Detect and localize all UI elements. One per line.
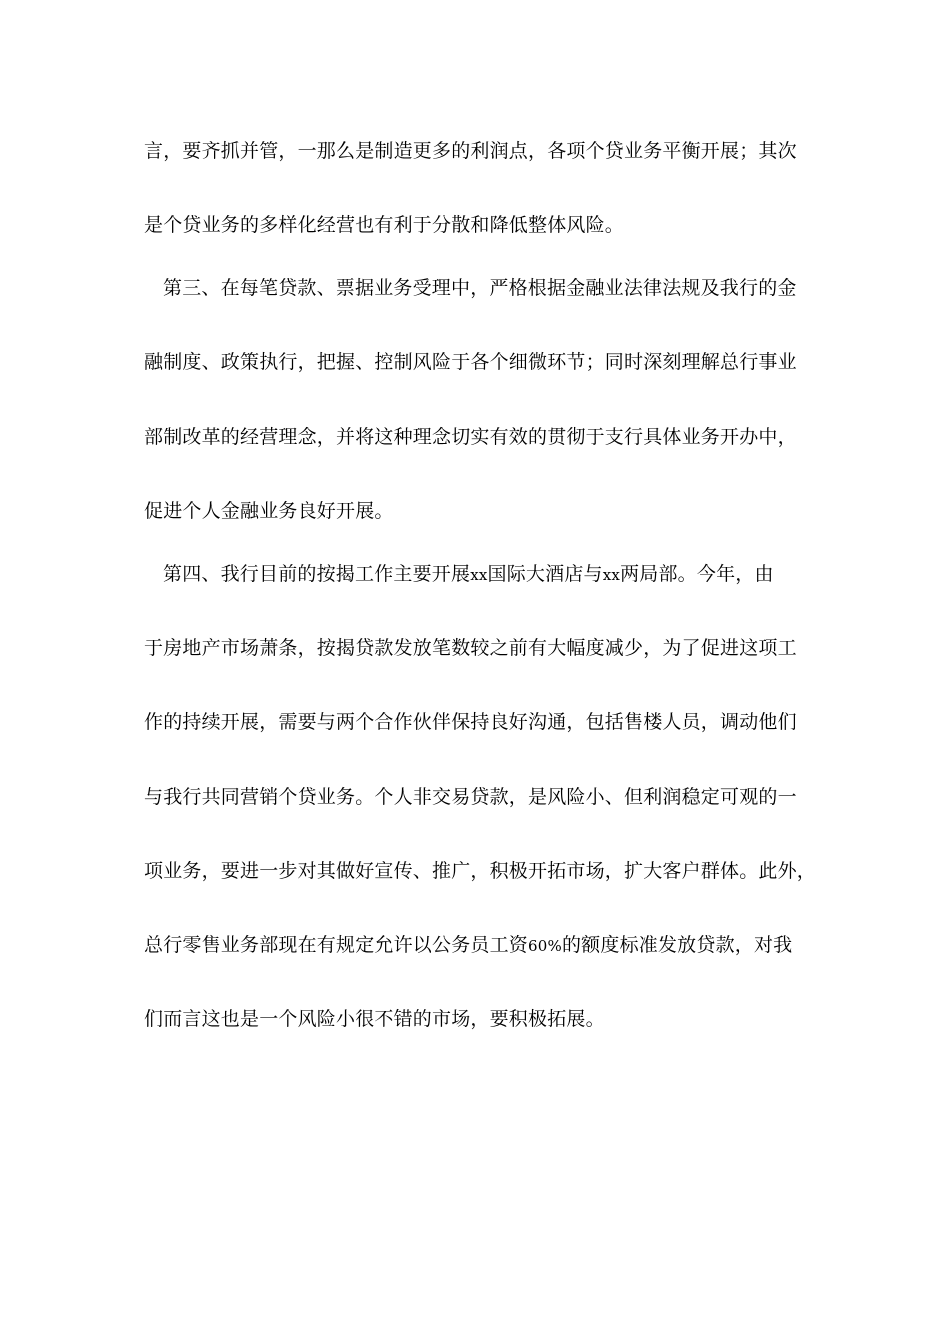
paragraph-line: 促进个人金融业务良好开展。: [144, 500, 394, 522]
paragraph-line: 项业务，要进一步对其做好宣传、推广，积极开拓市场，扩大客户群体。此外，: [144, 860, 817, 882]
paragraph-line: 们而言这也是一个风险小很不错的市场，要积极拓展。: [144, 1008, 605, 1030]
paragraph-line: 作的持续开展，需要与两个合作伙伴保持良好沟通，包括售楼人员，调动他们: [144, 711, 797, 733]
paragraph-line: 与我行共同营销个贷业务。个人非交易贷款，是风险小、但利润稳定可观的一: [144, 786, 797, 808]
paragraph-line: 第三、在每笔贷款、票据业务受理中，严格根据金融业法律法规及我行的金: [163, 277, 797, 299]
paragraph-line: 部制改革的经营理念，并将这种理念切实有效的贯彻于支行具体业务开办中，: [144, 426, 797, 448]
percentage-text: 60%: [528, 937, 562, 955]
paragraph-line: 于房地产市场萧条，按揭贷款发放笔数较之前有大幅度减少，为了促进这项工: [144, 637, 797, 659]
line-text: 国际大酒店与: [487, 563, 603, 585]
paragraph-line: 是个贷业务的多样化经营也有利于分散和降低整体风险。: [144, 214, 625, 236]
line-text: 总行零售业务部现在有规定允许以公务员工资: [144, 934, 529, 956]
paragraph-line: 融制度、政策执行，把握、控制风险于各个细微环节；同时深刻理解总行事业: [144, 351, 797, 373]
line-text: 两局部。今年，由: [620, 563, 774, 585]
placeholder-text: xx: [602, 566, 621, 584]
line-text: 的额度标准发放贷款，对我: [561, 934, 793, 956]
paragraph-line: 言，要齐抓并管，一那么是制造更多的利润点，各项个贷业务平衡开展；其次: [144, 140, 797, 162]
paragraph-line: [163, 562, 843, 587]
line-text: 第四、我行目前的按揭工作主要开展: [163, 563, 471, 585]
paragraph-line: [144, 933, 824, 958]
placeholder-text: xx: [470, 566, 488, 584]
